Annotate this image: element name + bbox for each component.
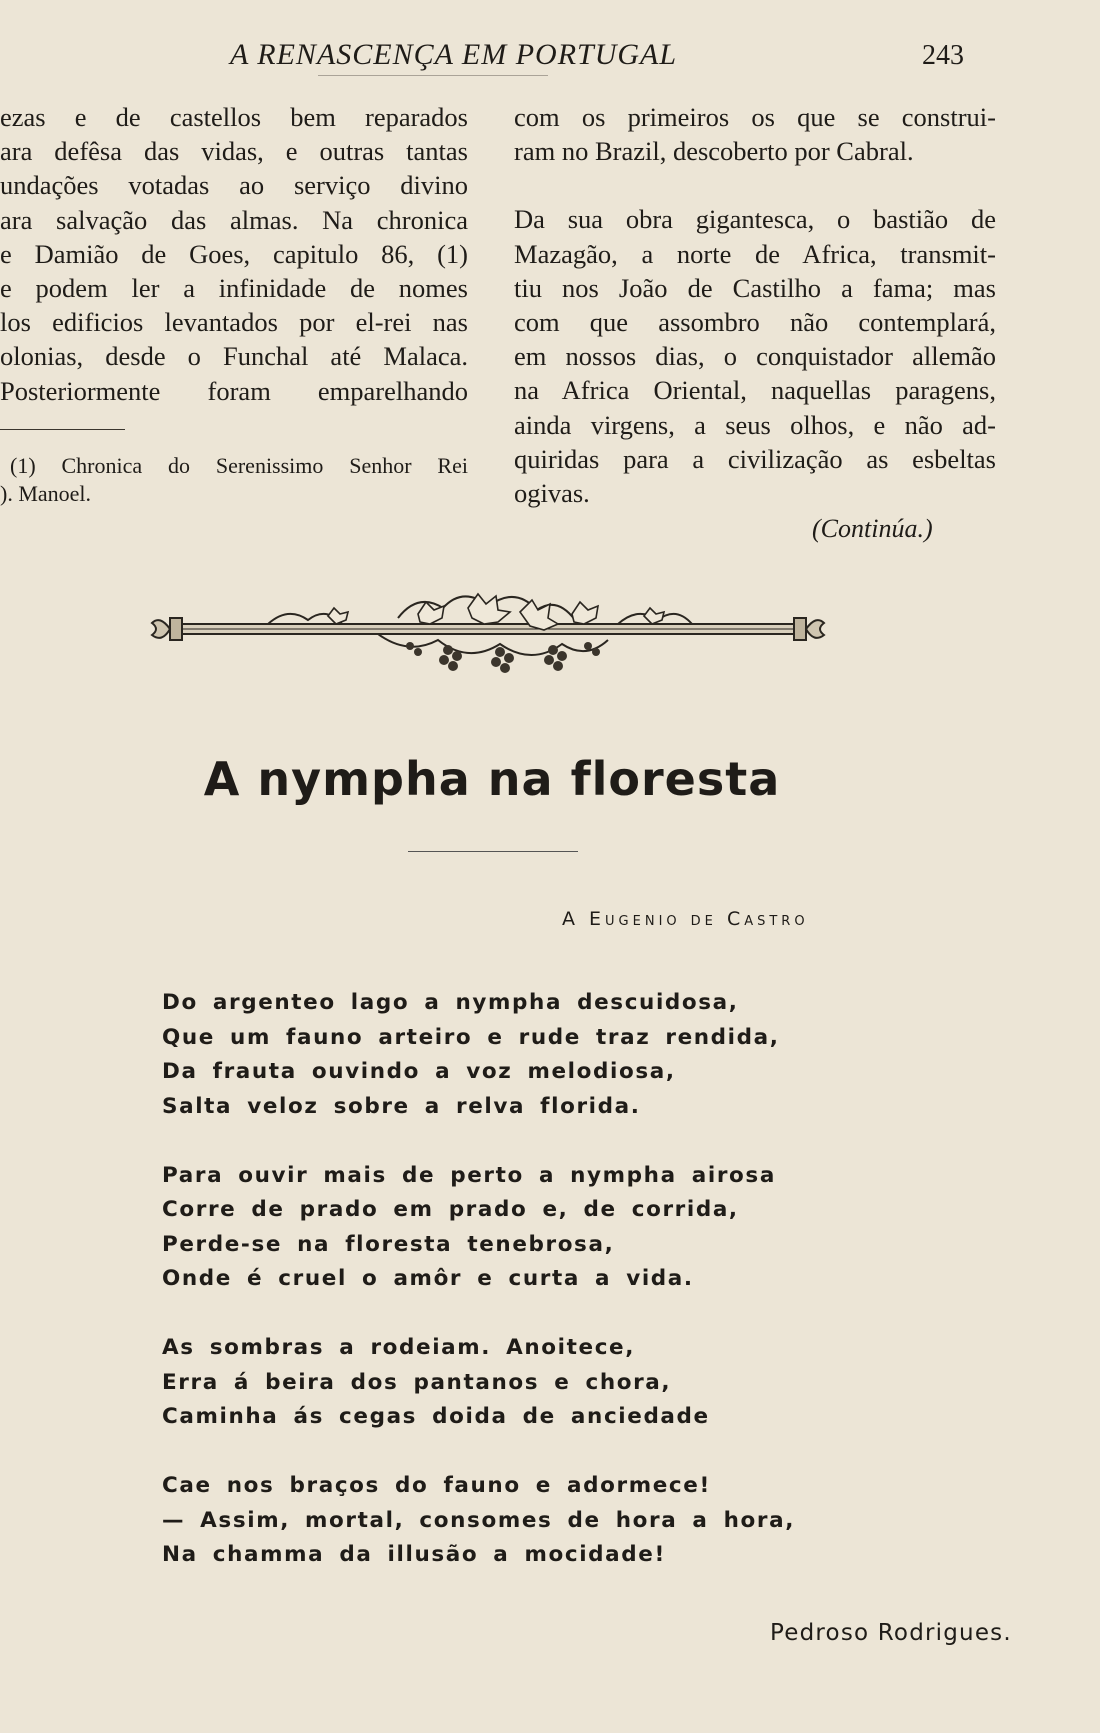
text-line: ogivas. [514,478,590,509]
verse-line: Erra á beira dos pantanos e chora, [162,1369,672,1395]
text-line: ainda virgens, a seus olhos, e não ad- [514,409,996,440]
page-number: 243 [922,40,964,71]
text-line: olonias, desde o Funchal até Malaca. [0,341,468,372]
continues-note: (Continúa.) [812,514,933,543]
verse-line: Cae nos braços do fauno e adormece! [162,1473,711,1498]
text-line: e podem ler a infinidade de nomes [0,273,468,304]
dedication: A Eugenio de Castro [562,908,809,930]
verse-line: Perde-se na floresta tenebrosa, [162,1231,615,1257]
stanza [162,1331,795,1435]
verse-line: — Assim, mortal, consomes de hora a hora, [162,1507,795,1533]
text-line: com os primeiros os que se construi- [514,102,996,132]
verse-line: Onde é cruel o amôr e curta a vida. [162,1266,694,1291]
footnote-rule [0,429,125,430]
text-line: com que assombro não contemplará, [514,307,996,338]
verse-line: Da frauta ouvindo a voz melodiosa, [162,1059,676,1084]
text-line: undações votadas ao serviço divino [0,170,468,201]
footnote [0,452,468,508]
stanza [162,1159,795,1297]
right-column [514,100,996,510]
left-column [0,100,468,408]
verse-line: Salta veloz sobre a relva florida. [162,1093,641,1119]
verse-line: Do argenteo lago a nympha descuidosa, [162,990,739,1015]
poem-title: A nympha na floresta [203,752,781,806]
header-rule [318,75,548,76]
text-line: Mazagão, a norte de Africa, transmit- [514,238,996,269]
author-signature: Pedroso Rodrigues. [770,1620,1012,1646]
text-line: ara salvação das almas. Na chronica [0,204,468,235]
text-line: Da sua obra gigantesca, o bastião de [514,204,996,235]
verse-line: Na chamma da illusão a mocidade! [162,1542,666,1567]
verse-line: Corre de prado em prado e, de corrida, [162,1197,739,1222]
stanza [162,986,795,1124]
verse-line: As sombras a rodeiam. Anoitece, [162,1335,635,1360]
footnote-line: (1) Chronica do Serenissimo Senhor Rei [10,453,468,478]
text-line: los edificios levantados por el-rei nas [0,307,468,338]
text-line: em nossos dias, o conquistador allemão [514,341,996,372]
text-line: na Africa Oriental, naquellas paragens, [514,375,996,406]
verse-line: Que um fauno arteiro e rude traz rendida, [162,1024,780,1050]
verse-line: Para ouvir mais de perto a nympha airosa [162,1162,776,1188]
footnote-line: ). Manoel. [0,481,92,506]
running-title: A RENASCENÇA EM PORTUGAL [230,38,678,71]
text-line: quiridas para a civilização as esbeltas [514,443,996,474]
stanza [162,1469,795,1573]
vine-ornament-icon [148,588,832,678]
poem-body [162,986,795,1607]
text-line: tiu nos João de Castilho a fama; mas [514,272,996,303]
verse-line: Caminha ás cegas doida de anciedade [162,1404,710,1429]
text-line: ara defêsa das vidas, e outras tantas [0,136,468,167]
text-line: ezas e de castellos bem reparados [0,102,468,132]
title-rule [408,851,578,852]
text-line: Posteriormente foram emparelhando [0,375,468,406]
text-line: ram no Brazil, descoberto por Cabral. [514,136,914,167]
text-line: e Damião de Goes, capitulo 86, (1) [0,238,468,269]
